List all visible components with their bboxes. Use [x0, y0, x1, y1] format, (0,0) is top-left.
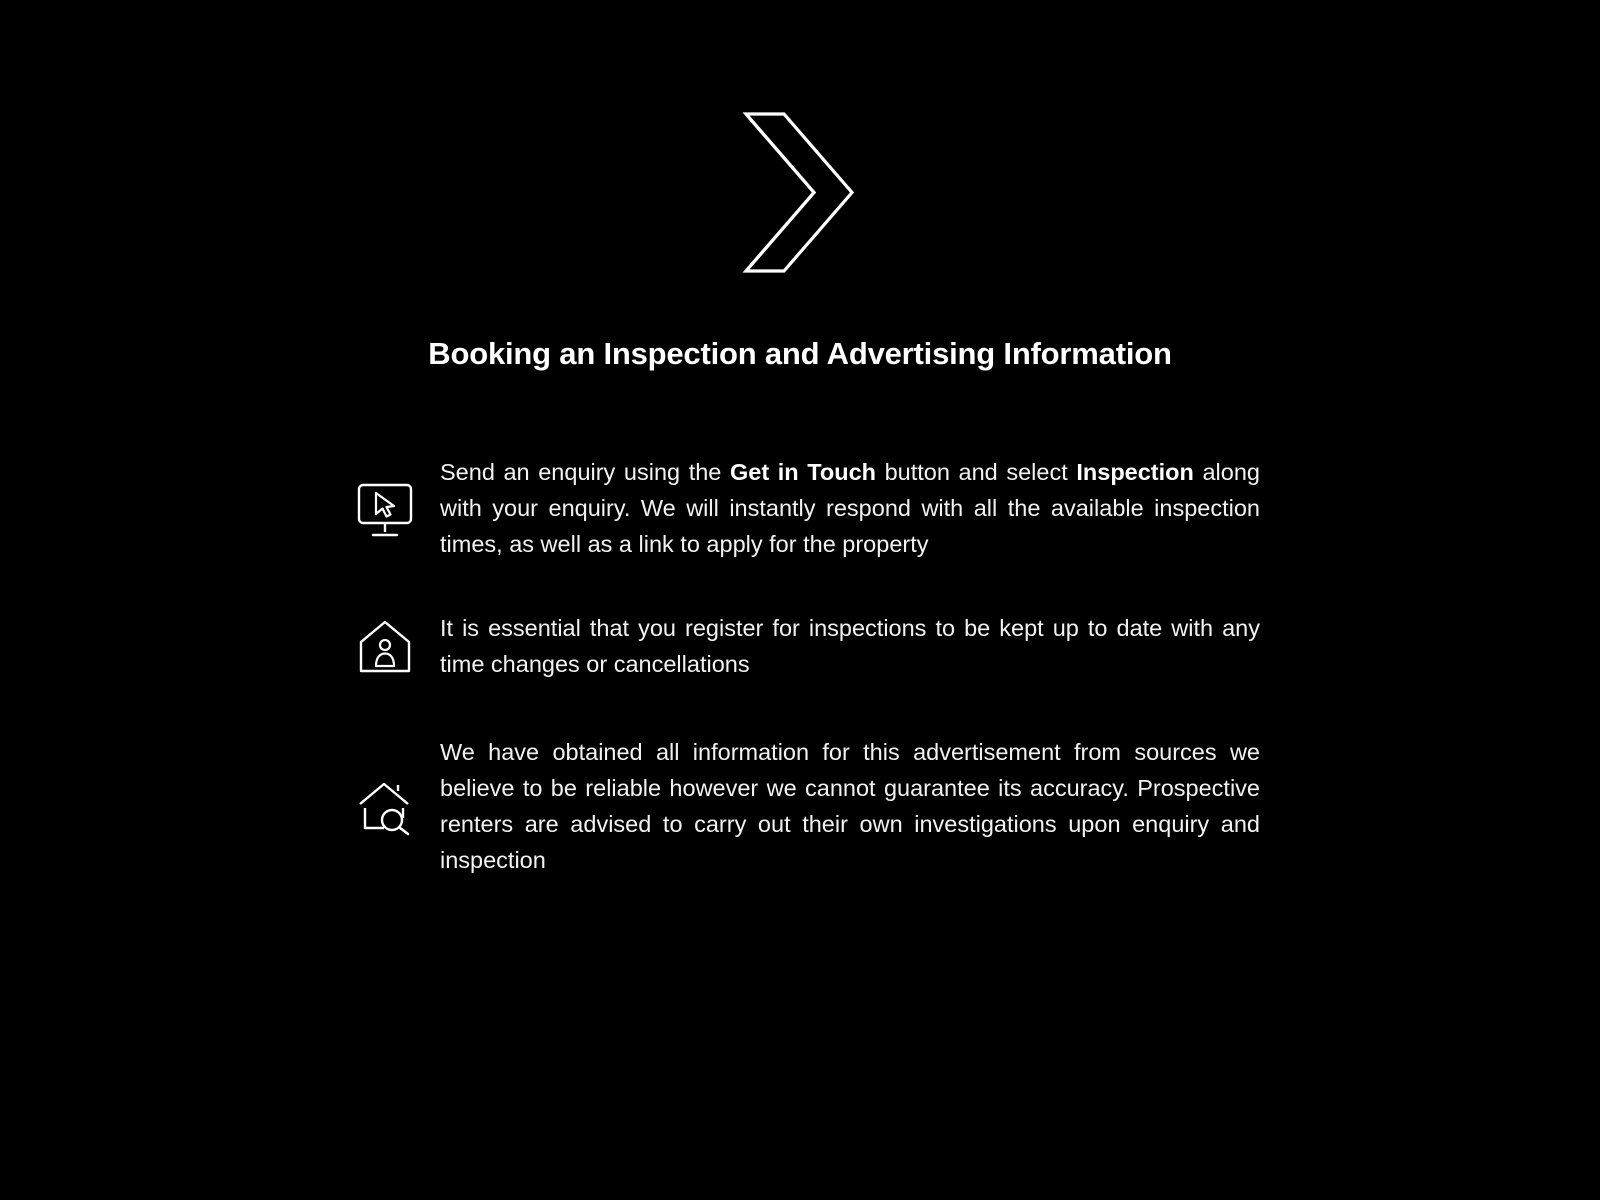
brand-logo	[0, 110, 1600, 275]
list-item	[330, 455, 1260, 563]
list-item	[330, 611, 1260, 683]
list-item-text: Send an enquiry using the Get in Touch button and select Inspection along with your enquiry. We will instantly respond with all the available inspection times, as well as a link to apply for the property	[440, 459, 1260, 557]
list-item-text: We have obtained all information for this advertisement from sources we believe to be reliable however we cannot guarantee its accuracy. Prospective renters are advised to carry out their own investigations upon enquiry and inspection	[440, 738, 1260, 873]
page-title: Booking an Inspection and Advertising Information	[428, 336, 1172, 371]
house-magnifier-icon	[330, 776, 440, 838]
list-item-text: It is essential that you register for inspections to be kept up to date with any time changes or cancellations	[440, 614, 1260, 677]
info-list	[330, 455, 1260, 921]
double-chevron-right-logo	[740, 110, 860, 275]
house-person-icon	[330, 616, 440, 678]
list-item	[330, 735, 1260, 879]
monitor-cursor-icon	[330, 478, 440, 540]
